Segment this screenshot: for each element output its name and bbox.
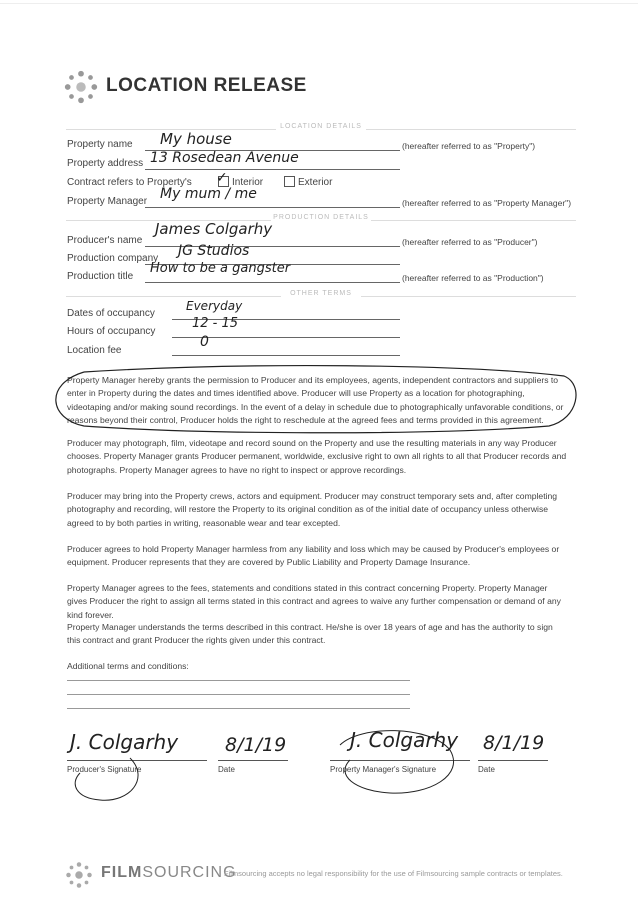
hours-occupancy-value[interactable]: 12 - 15: [192, 316, 239, 331]
dates-occupancy-label: Dates of occupancy: [67, 308, 155, 319]
hours-occupancy-label: Hours of occupancy: [67, 326, 156, 337]
ornament-icon: [62, 68, 100, 106]
manager-signature-label: Property Manager's Signature: [330, 765, 437, 774]
producer-signature[interactable]: J. Colgarhy: [70, 730, 179, 754]
property-manager-value[interactable]: My mum / me: [160, 186, 257, 202]
producer-name-label: Producer's name: [67, 235, 143, 246]
property-name-label: Property name: [67, 139, 133, 150]
signature-scribble: [60, 748, 160, 808]
scan-edge: [0, 3, 638, 4]
production-company-value[interactable]: JG Studios: [178, 243, 250, 259]
paragraph-fees: Property Manager agrees to the fees, statements and conditions stated in this contract concerning Property. Property Manager gives Producer the right to assign all terms stated in this contract and agrees to waive any further compensation or demand of any kind forever.: [67, 583, 561, 620]
section-location-details: LOCATION DETAILS: [66, 123, 576, 135]
exterior-label: Exterior: [298, 177, 333, 188]
document-title: LOCATION RELEASE: [106, 75, 307, 96]
paragraph-permission: Property Manager hereby grants the permission to Producer and its employees, agents, independent contractors and suppliers to enter in Property during the dates and times identified above. Producer will use Property as a location for photographing, videotaping and/or making sound recordings. In the event of a delay in schedule due to photographically unfavorable conditions, or reasons beyond their control, Producer holds the right to reschedule at the agreed fees and terms provided in this agreement.: [67, 375, 564, 425]
interior-label: Interior: [232, 177, 264, 188]
additional-terms-label: Additional terms and conditions:: [67, 661, 189, 671]
production-company-label: Production company: [67, 253, 159, 264]
dates-occupancy-value[interactable]: Everyday: [186, 299, 243, 313]
paragraph-liability: Producer agrees to hold Property Manager harmless from any liability and loss which may be caused by Producer's employees or equipment. Producer represents that they are covered by Public Liability and Property Damage Insurance.: [67, 544, 560, 568]
location-fee-line: [172, 355, 400, 356]
production-title-value[interactable]: How to be a gangster: [150, 261, 291, 276]
manager-date-line: [478, 760, 548, 761]
producer-signature-label: Producer's Signature: [67, 765, 142, 774]
location-fee-label: Location fee: [67, 345, 122, 356]
property-address-line: [145, 169, 400, 170]
producer-name-hint: (hereafter referred to as "Producer"): [402, 237, 538, 247]
property-manager-line: [145, 207, 400, 208]
footer-brand: FILMSOURCING: [101, 864, 237, 881]
manager-date-value[interactable]: 8/1/19: [483, 732, 545, 754]
paragraph-rights: Producer may photograph, film, videotape and record sound on the Property and use the resulting materials in any way Producer chooses. Property Manager grants Producer permanent, worldwide, exclusive right to own all rights to all that Producer records and photographs. Property Manager agrees to have no right to inspect or approve recordings.: [67, 438, 567, 475]
exterior-checkbox[interactable]: [284, 176, 295, 187]
production-title-label: Production title: [67, 271, 134, 282]
producer-date-label: Date: [218, 765, 235, 774]
property-name-hint: (hereafter referred to as "Property"): [402, 141, 536, 151]
producer-date-line: [218, 760, 288, 761]
footer-disclaimer: Filmsourcing accepts no legal responsibility for the use of Filmsourcing sample contracts or templates.: [224, 869, 563, 878]
location-fee-value[interactable]: 0: [200, 334, 209, 350]
hand-drawn-circle: [44, 364, 580, 434]
production-title-line: [145, 282, 400, 283]
manager-signature[interactable]: J. Colgarhy: [350, 728, 459, 752]
additional-line-3[interactable]: [67, 708, 410, 709]
additional-line-2[interactable]: [67, 694, 410, 695]
paragraph-understanding: Property Manager understands the terms described in this contract. He/she is over 18 years of age and has the authority to sign this contract and grant Producer the rights given under this contract.: [67, 622, 553, 646]
property-name-value[interactable]: My house: [160, 130, 232, 148]
property-manager-hint: (hereafter referred to as "Property Manager"): [402, 198, 572, 208]
additional-line-1[interactable]: [67, 680, 410, 681]
section-production-details: PRODUCTION DETAILS: [66, 214, 576, 226]
interior-check-mark: ✓: [216, 170, 228, 186]
producer-name-value[interactable]: James Colgarhy: [155, 220, 273, 238]
property-manager-label: Property Manager: [67, 196, 148, 207]
manager-date-label: Date: [478, 765, 495, 774]
section-other-terms: OTHER TERMS: [66, 290, 576, 302]
production-title-hint: (hereafter referred to as "Production"): [402, 273, 544, 283]
contract-refers-label: Contract refers to Property's: [67, 177, 192, 188]
manager-signature-scribble: [320, 725, 470, 800]
filmsourcing-logo-icon: [64, 860, 94, 890]
property-address-value[interactable]: 13 Rosedean Avenue: [150, 150, 299, 166]
property-address-label: Property address: [67, 158, 144, 169]
paragraph-equipment: Producer may bring into the Property crews, actors and equipment. Producer may construct temporary sets and, after completing photography and recording, will restore the Property to its original condition as of the initial date of occupancy unless otherwise agreed to by both parties in writing, reasonable wear and tear excepted.: [67, 491, 558, 528]
producer-date-value[interactable]: 8/1/19: [225, 734, 287, 756]
